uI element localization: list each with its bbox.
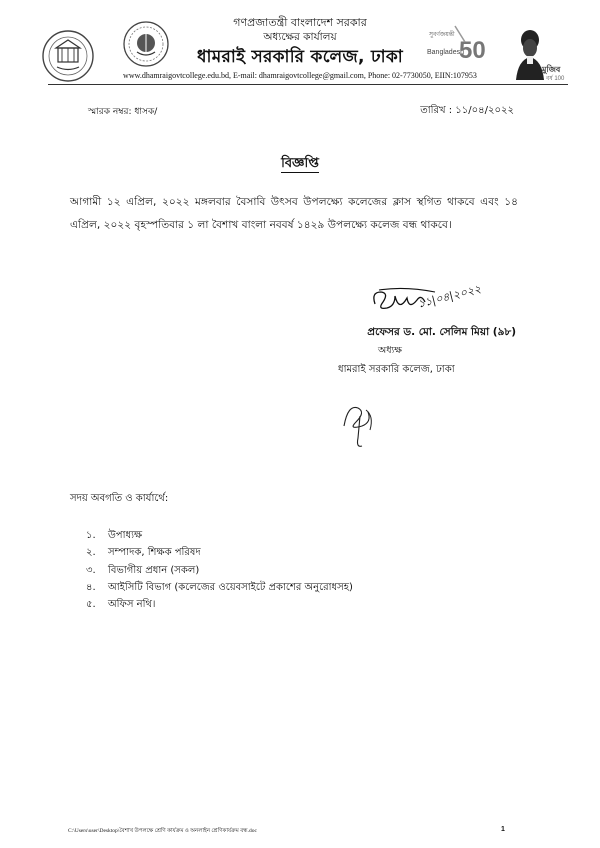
list-item: ৪. আইসিটি বিভাগ (কলেজের ওয়েবসাইটে প্রকাশের অনুরোধসহ) xyxy=(86,581,353,593)
notice-title xyxy=(0,154,600,175)
office-name: অধ্যক্ষের কার্যালয় xyxy=(263,31,337,43)
page-number: 1 xyxy=(501,826,505,833)
list-item: ৫. অফিস নথি। xyxy=(86,599,156,611)
svg-text:মুজিব: মুজিব xyxy=(542,65,561,74)
notice-date: তারিখ : ১১/০৪/২০২২ xyxy=(420,105,514,116)
contact-line: www.dhamraigovtcollege.edu.bd, E-mail: dhamraigovtcollege@gmail.com, Phone: 02-7730050, EIIN:107953 xyxy=(123,71,477,80)
signatory-college: ধামরাই সরকারি কলেজ, ঢাকা xyxy=(338,364,455,375)
list-item: ৩. বিভাগীয় প্রধান (সকল) xyxy=(86,564,200,576)
notice-body: আগামী ১২ এপ্রিল, ২০২২ মঙ্গলবার বৈসাবি উৎসব উপলক্ষ্যে কলেজের ক্লাস স্থগিত থাকবে এবং ১৪ এপ্রিল, ২০২২ বৃহস্পতিবার ১ লা বৈশাখ বাংলা নববর্ষ ১৪২৯ উপলক্ষ্যে কলেজ বন্ধ থাকবে। xyxy=(70,196,518,231)
handwritten-date: ১১|০৪|২০২২ xyxy=(416,282,483,311)
notice-title-text: বিজ্ঞপ্তি xyxy=(281,156,319,171)
header-divider xyxy=(48,84,568,85)
list-item: ২. সম্পাদক, শিক্ষক পরিষদ xyxy=(86,547,201,559)
cc-list xyxy=(86,527,353,613)
college-name: ধামরাই সরকারি কলেজ, ঢাকা xyxy=(197,47,403,67)
cc-heading: সদয় অবগতি ও কার্যার্থে: xyxy=(70,493,169,504)
svg-text:Bangladesh: Bangladesh xyxy=(427,49,464,56)
signatory-name: প্রফেসর ড. মো. সেলিম মিয়া (৯৮) xyxy=(367,326,516,338)
government-name: গণপ্রজাতন্ত্রী বাংলাদেশ সরকার xyxy=(233,16,367,29)
memo-number: স্মারক নম্বর: ধাসক/ xyxy=(88,107,158,117)
initials-scribble xyxy=(338,396,382,454)
footer-file-path: C:\Users\user\Desktop\বৈশাখ উপলক্ষে শ্রেণি কার্যক্রম ও অনলাইন শ্রেণিকার্যক্রম বন্ধ.doc xyxy=(68,828,257,834)
svg-text:বর্ষ 100: বর্ষ 100 xyxy=(546,76,565,82)
signatory-designation: অধ্যক্ষ xyxy=(378,345,403,356)
svg-text:সুবর্ণজয়ন্তী: সুবর্ণজয়ন্তী xyxy=(429,32,455,38)
svg-text:50: 50 xyxy=(459,37,486,64)
list-item: ১. উপাধ্যক্ষ xyxy=(86,530,143,541)
